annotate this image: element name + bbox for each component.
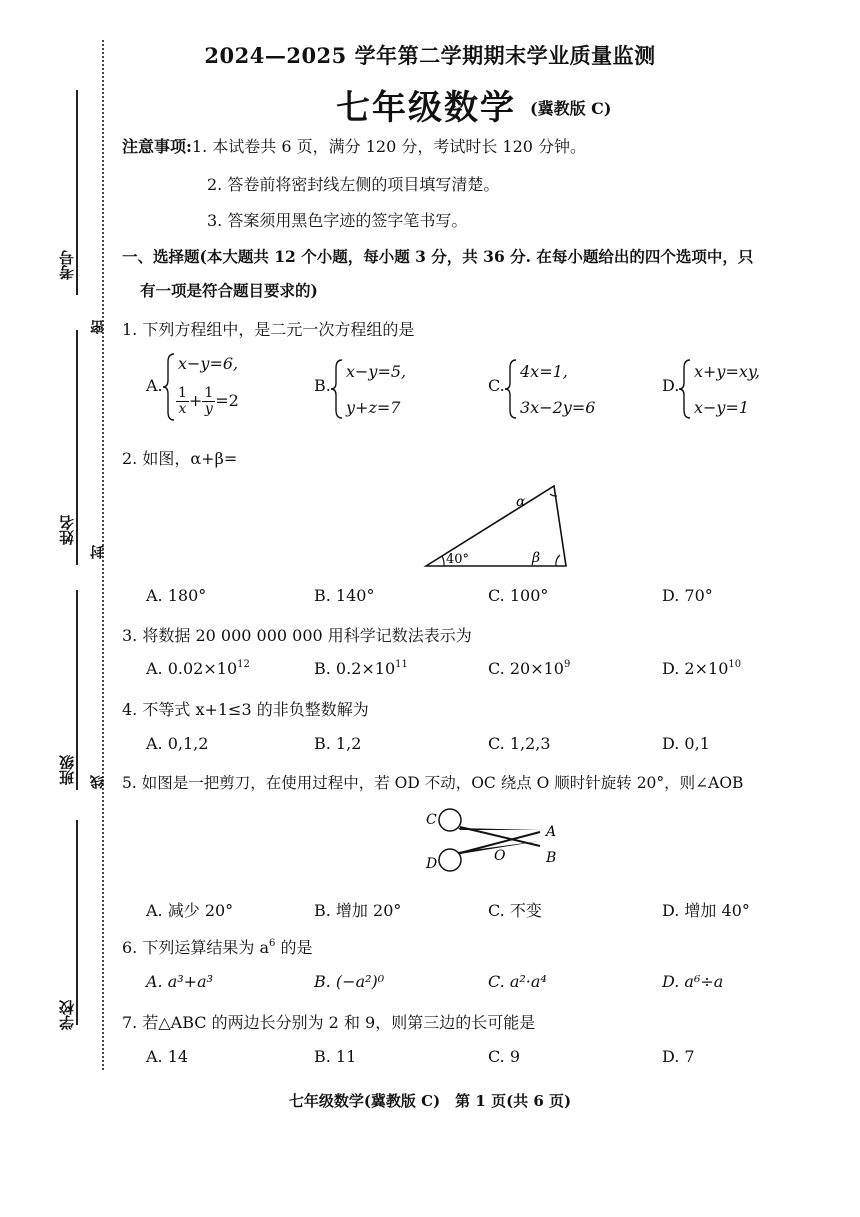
q5-option-d: D. 增加 40°	[662, 901, 750, 920]
angle-40-label: 40°	[446, 552, 470, 567]
q6-option-c: C. a²·a⁴	[488, 972, 547, 991]
seal-word-feng: 封	[90, 545, 106, 559]
class-label: 班级	[58, 755, 76, 785]
q4-option-a: A. 0,1,2	[146, 734, 209, 753]
q1-option-a-brace	[162, 352, 176, 422]
q4-option-d: D. 0,1	[662, 734, 710, 753]
q3-option-c: C. $20\times 10^9$	[488, 659, 571, 678]
q1-option-d-eq2: x−y=1	[694, 398, 750, 417]
q7-option-b: B. 11	[314, 1047, 357, 1066]
q7-option-c: C. 9	[488, 1047, 521, 1066]
point-a-label: A	[546, 824, 557, 840]
school-line	[76, 820, 78, 1025]
q2-option-b: B. 140°	[314, 586, 375, 605]
notes-label: 注意事项:	[122, 137, 192, 156]
q1-option-b-brace	[330, 358, 344, 420]
q5-option-b: B. 增加 20°	[314, 901, 402, 920]
q6-option-d: D. a⁶÷a	[662, 972, 724, 991]
q2-option-d: D. 70°	[662, 586, 713, 605]
edition-label: (冀教版 C)	[530, 99, 612, 118]
note-item-3: 3. 答案须用黑色字迹的签字笔书写。	[207, 211, 468, 230]
q1-option-c-eq1: 4x=1,	[520, 362, 568, 381]
q1-option-d-eq1: x+y=xy,	[694, 362, 760, 381]
q5-option-c: C. 不变	[488, 901, 542, 920]
section1-heading-cont: 有一项是符合题目要求的)	[140, 281, 318, 300]
q1-option-c-eq2: 3x−2y=6	[520, 398, 596, 417]
q2-stem: 2. 如图，α+β=	[122, 449, 238, 468]
q3-option-a: A. $0.02\times 10^{12}$	[146, 659, 250, 678]
exam-number-label: 考号	[58, 250, 76, 280]
q4-stem: 4. 不等式 x+1≤3 的非负整数解为	[122, 700, 369, 719]
q1-option-b-label: B.	[314, 376, 331, 395]
seal-word-mi: 密	[90, 320, 106, 334]
q4-option-b: B. 1,2	[314, 734, 362, 753]
point-o-label: O	[494, 848, 506, 864]
q4-option-c: C. 1,2,3	[488, 734, 551, 753]
q1-stem: 1. 下列方程组中，是二元一次方程组的是	[122, 320, 415, 339]
q3-option-d: D. $2\times 10^{10}$	[662, 659, 742, 678]
point-d-label: D	[426, 856, 438, 872]
q2-triangle-figure	[420, 478, 570, 573]
name-label: 姓名	[58, 515, 76, 545]
q3-stem: 3. 将数据 20 000 000 000 用科学记数法表示为	[122, 626, 472, 645]
main-title: 七年级数学	[336, 88, 516, 128]
q1-frac-2: $\frac{1}{y}$	[204, 385, 214, 417]
school-label: 学校	[58, 1000, 76, 1030]
page-footer: 七年级数学(冀教版 C) 第 1 页(共 6 页)	[288, 1092, 572, 1110]
q2-option-a: A. 180°	[146, 586, 207, 605]
note-item-1: 1. 本试卷共 6 页，满分 120 分，考试时长 120 分钟。	[191, 137, 587, 156]
q1-option-a-label: A.	[146, 376, 163, 395]
q1-option-d-brace	[678, 358, 692, 420]
seal-word-xian: 线	[90, 775, 106, 789]
point-b-label: B	[546, 850, 557, 866]
point-c-label: C	[426, 812, 437, 828]
q1-option-d-label: D.	[662, 376, 680, 395]
q1-option-c-label: C.	[488, 376, 505, 395]
q7-stem: 7. 若△ABC 的两边长分别为 2 和 9，则第三边的长可能是	[122, 1013, 536, 1032]
q3-option-b: B. $0.2\times 10^{11}$	[314, 659, 408, 678]
q6-stem: 6. 下列运算结果为 $a^6$ 的是	[122, 938, 313, 957]
q6-option-b: B. (−a²)⁰	[314, 972, 385, 991]
q1-option-b-eq2: y+z=7	[346, 398, 401, 417]
section1-heading: 一、选择题(本大题共 12 个小题，每小题 3 分，共 36 分. 在每小题给出的四个选项中，只	[122, 247, 754, 266]
alpha-label: α	[516, 494, 526, 510]
notes-line-1	[122, 134, 586, 157]
q5-option-a: A. 减少 20°	[146, 901, 234, 920]
q5-stem: 5. 如图是一把剪刀，在使用过程中，若 OD 不动，OC 绕点 O 顺时针旋转 20°，则∠AOB	[122, 774, 744, 792]
q1-frac-1: $\frac{1}{x}$	[178, 385, 187, 417]
exam-title: 2024—2025 学年第二学期期末学业质量监测	[204, 43, 656, 68]
q7-option-d: D. 7	[662, 1047, 695, 1066]
q1-option-a-eq1: x−y=6,	[178, 354, 239, 373]
q7-option-a: A. 14	[146, 1047, 189, 1066]
q2-option-c: C. 100°	[488, 586, 549, 605]
q1-option-c-brace	[504, 358, 518, 420]
q5-scissors-figure	[420, 806, 570, 878]
q1-option-b-eq1: x−y=5,	[346, 362, 407, 381]
q1-option-a-eq2: $\frac{1}{x}$ + $\frac{1}{y}$ =2	[178, 385, 239, 417]
note-item-2: 2. 答卷前将密封线左侧的项目填写清楚。	[207, 175, 500, 194]
q6-option-a: A. a³+a³	[146, 972, 214, 991]
beta-label: β	[532, 550, 541, 566]
